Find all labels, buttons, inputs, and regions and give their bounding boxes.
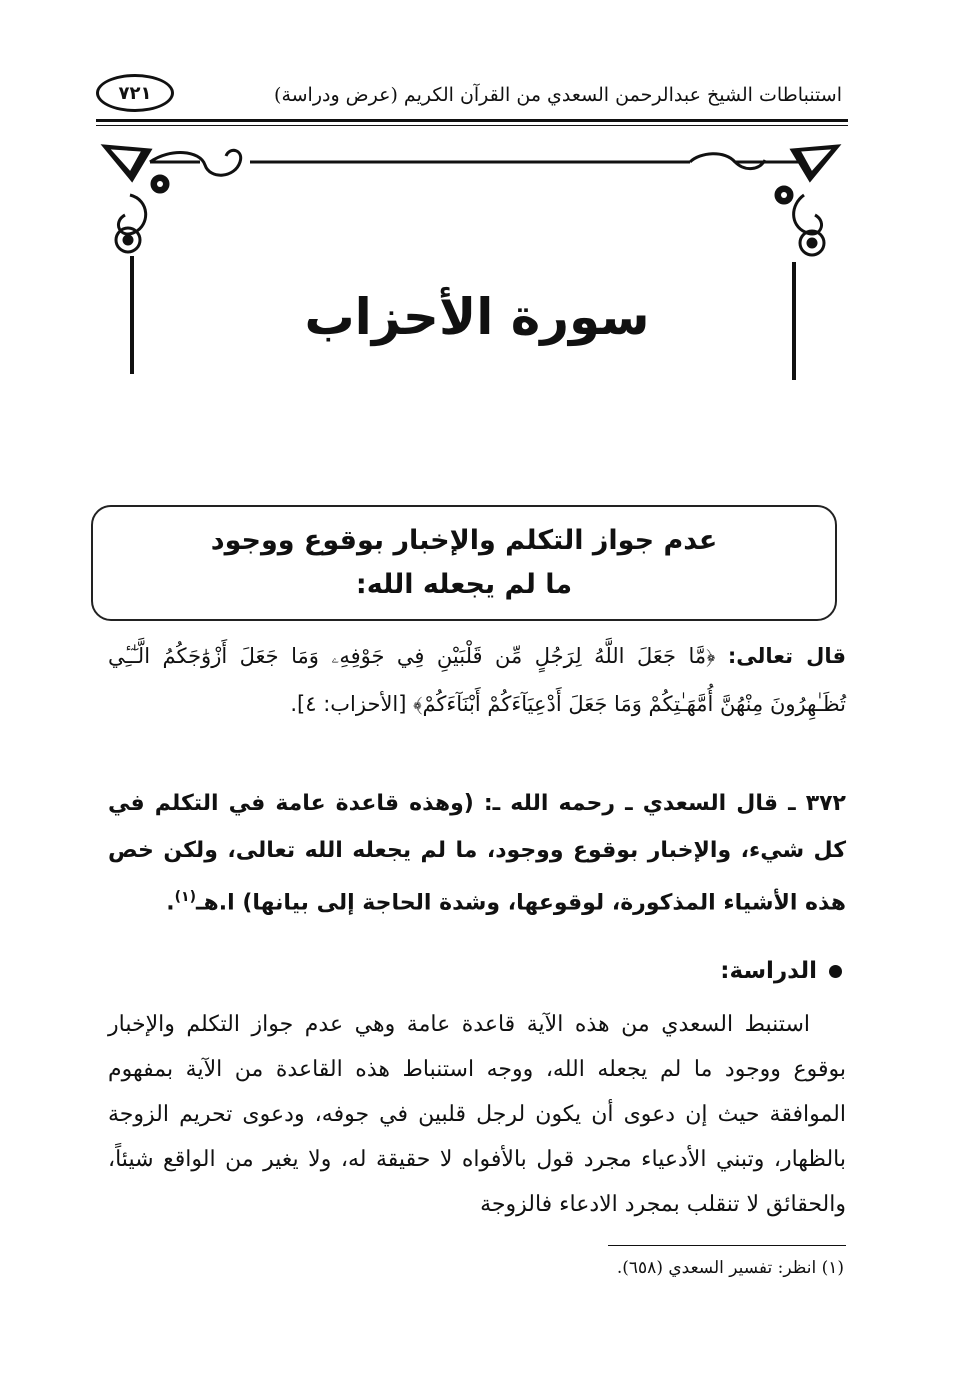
quote-text: ٣٧٢ ـ قال السعدي ـ رحمه الله ـ: (وهذه قاعدة عامة في التكلم في كل شيء، والإخبار بوقوع ووجود، ما لم يجعله الله تعالى، ولكن خص هذه الأشياء المذكورة، لوقوعها، وشدة الحاجة إلى بيانها) ا.هـ — [108, 791, 846, 916]
page-number: ٧٢١ — [96, 74, 174, 112]
footnote-rule — [608, 1245, 846, 1246]
study-heading — [720, 958, 842, 984]
footnote-text: انظر: تفسير السعدي (٦٥٨). — [616, 1258, 817, 1278]
running-title: استنباطات الشيخ عبدالرحمن السعدي من القرآن الكريم (عرض ودراسة) — [274, 84, 842, 106]
footnote-1 — [617, 1258, 844, 1278]
footnote-mark: (١) — [174, 889, 196, 905]
verse-reference: [الأحزاب: ٤]. — [290, 692, 407, 716]
verse-paragraph — [108, 632, 846, 728]
study-text — [108, 1002, 846, 1227]
ornamental-frame — [0, 0, 954, 420]
study-heading-label: الدراسة: — [720, 958, 817, 984]
topic-box — [91, 505, 837, 621]
quote-end: . — [166, 890, 175, 916]
saadi-quote — [108, 780, 846, 926]
footnote-number: (١) — [821, 1258, 844, 1278]
quran-verse: ﴿مَّا جَعَلَ اللَّهُ لِرَجُلٍ مِّن قَلْبَيْنِ فِي جَوْفِهِۦ وَمَا جَعَلَ أَزْوَٰجَكُمُ الَّـٰٓـِٔي تُظَـٰهِرُونَ مِنْهُنَّ أُمَّهَـٰتِكُمْ وَمَا جَعَلَ أَدْعِيَآءَكُمْ أَبْنَآءَكُمْ﴾ — [108, 644, 846, 716]
surah-title: سورة الأحزاب — [304, 288, 650, 346]
topic-title-line-2: ما لم يجعله الله: — [355, 569, 573, 600]
verse-intro: قال تعالى: — [727, 644, 846, 668]
study-paragraph: استنبط السعدي من هذه الآية قاعدة عامة وهي عدم جواز التكلم والإخبار بوقوع ووجود ما لم يجعله الله، ووجه استنباط هذه القاعدة من الآية بمفهوم الموافقة حيث إن دعوى أن يكون لرجل قلبين في جوفه، ودعوى تحريم الزوجة بالظهار، وتبني الأدعياء مجرد قول بالأفواه لا حقيقة له، ولا يغير من الواقع شيئاً، والحقائق لا تنقلب بمجرد الادعاء فالزوجة — [108, 1012, 846, 1217]
bullet-icon — [829, 965, 842, 978]
topic-title-line-1: عدم جواز التكلم والإخبار بوقوع ووجود — [210, 525, 718, 556]
